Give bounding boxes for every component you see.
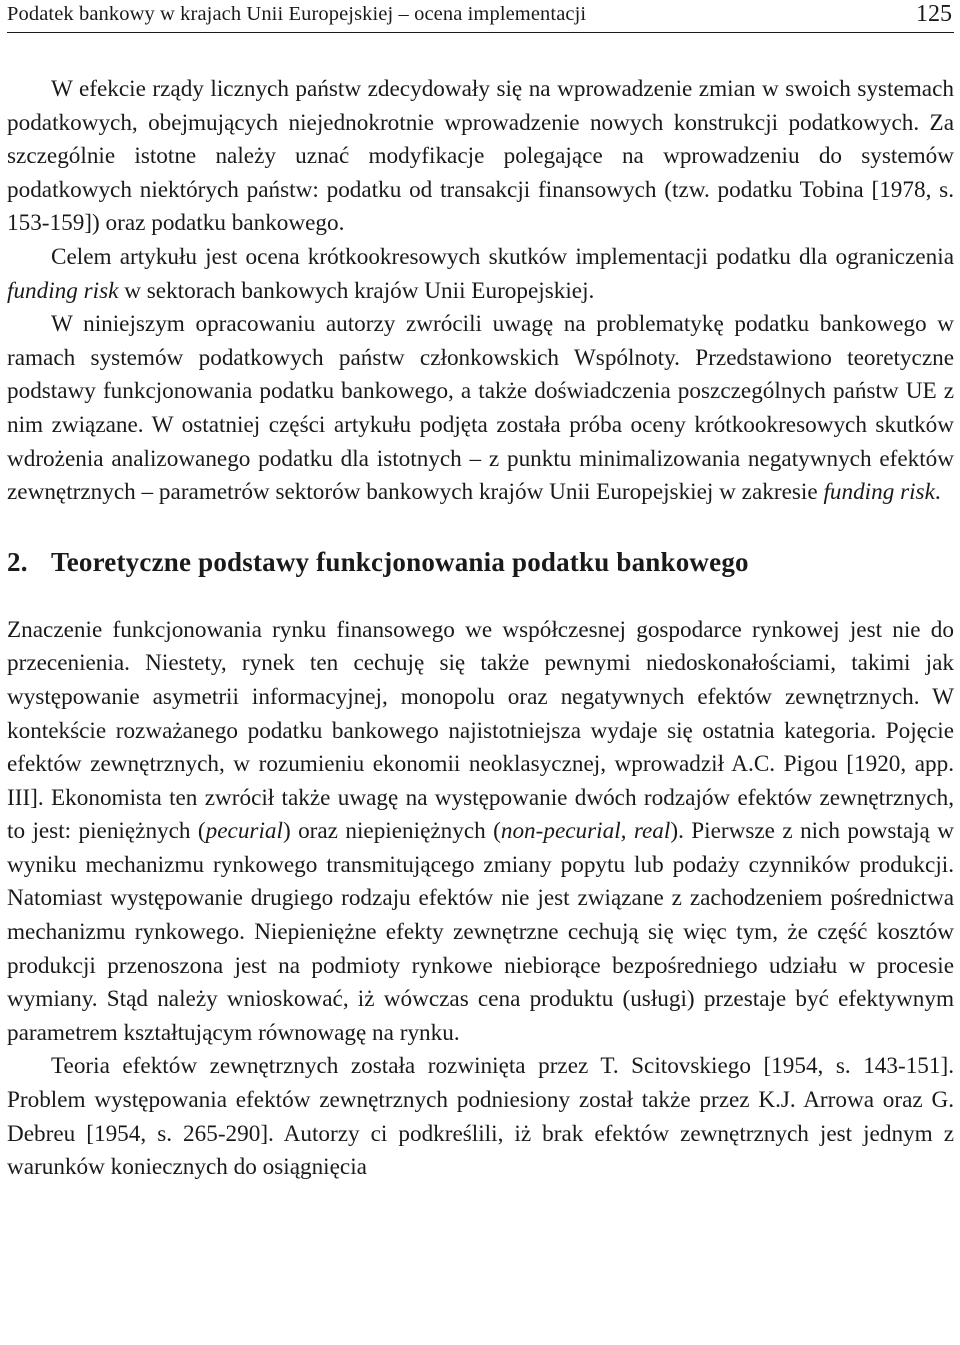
document-page xyxy=(7,0,954,1185)
paragraph-intro-1 xyxy=(7,73,954,241)
paragraph-text: Celem artykułu jest ocena krótkookresowych skutków implementacji podatku dla ograniczenia xyxy=(51,243,954,270)
section-number: 2. xyxy=(7,546,28,577)
paragraph-text: W efekcie rządy licznych państw zdecydowały się na wprowadzenie zmian w swoich systemach podatkowych, obejmujących niejednokrotnie wprowadzenie nowych konstrukcji podatkowych. Za szczególnie istotne należy uznać modyfikacje polegające na wprowadzeniu do systemów podatkowych niektórych państw: podatku od transakcji finansowych (tzw. podatku Tobina [1978, s. 153-159]) oraz podatku bankowego. xyxy=(7,76,954,237)
running-header-title: Podatek bankowy w krajach Unii Europejskiej – ocena implementacji xyxy=(7,3,587,25)
italic-term: non-pecurial, real xyxy=(500,818,671,845)
section-title: Teoretyczne podstawy funkcjonowania podatku bankowego xyxy=(51,546,749,577)
paragraph-intro-2 xyxy=(7,241,954,308)
paragraph-intro-3 xyxy=(7,308,954,510)
paragraph-text: ). Pierwsze z nich powstają w wyniku mechanizmu rynkowego transmitującego zmiany popytu lub podaży czynników produkcji. Natomiast występowanie drugiego rodzaju efektów nie jest związane z zachodzeniem pośrednictwa mechanizmu rynkowego. Niepieniężne efekty zewnętrzne cechują się więc tym, że część kosztów produkcji przenoszona jest na podmioty rynkowe niebiorące bezpośredniego udziału w procesie wymiany. Stąd należy wnioskować, iż wówczas cena produktu (usługi) przestaje być efektywnym parametrem kształtującym równowagę na rynku. xyxy=(7,818,954,1046)
paragraph-text: Teoria efektów zewnętrznych została rozwinięta przez T. Scitovskiego [1954, s. 143-151]. Problem występowania efektów zewnętrznych podniesiony został także przez K.J. Arrowa oraz G. Debreu [1954, s. 265-290]. Autorzy ci podkreślili, iż brak efektów zewnętrznych jest jednym z warunków koniecznych do osiągnięcia xyxy=(7,1053,954,1181)
paragraph-body-2 xyxy=(7,1050,954,1184)
running-header xyxy=(7,0,954,33)
section-heading xyxy=(7,544,954,580)
page-number: 125 xyxy=(916,1,952,27)
paragraph-text: . xyxy=(934,479,941,506)
body-text xyxy=(7,73,954,1185)
paragraph-body-1 xyxy=(7,614,954,1051)
paragraph-text: W niniejszym opracowaniu autorzy zwrócili uwagę na problematykę podatku bankowego w ramach systemów podatkowych państw członkowskich Wspólnoty. Przedstawiono teoretyczne podstawy funkcjonowania podatku bankowego, a także doświadczenia poszczególnych państw UE z nim związane. W ostatniej części artykułu podjęta została próba oceny krótkookresowych skutków wdrożenia analizowanego podatku dla istotnych – z punktu minimalizowania negatywnych efektów zewnętrznych – parametrów sektorów bankowych krajów Unii Europejskiej w zakresie xyxy=(7,311,954,506)
italic-term: funding risk xyxy=(7,277,119,304)
paragraph-text: w sektorach bankowych krajów Unii Europejskiej. xyxy=(118,277,595,304)
paragraph-text: ) oraz niepieniężnych ( xyxy=(282,818,501,845)
paragraph-text: Znaczenie funkcjonowania rynku finansowego we współczesnej gospodarce rynkowej jest nie do przecenienia. Niestety, rynek ten cechuję się także pewnymi niedoskonałościami, takimi jak występowanie asymetrii informacyjnej, monopolu oraz negatywnych efektów zewnętrznych. W kontekście rozważanego podatku bankowego najistotniejsza wydaje się ostatnia kategoria. Pojęcie efektów zewnętrznych, w rozumieniu ekonomii neoklasycznej, wprowadził A.C. Pigou [1920, app. III]. Ekonomista ten zwrócił także uwagę na występowanie dwóch rodzajów efektów zewnętrznych, to jest: pieniężnych ( xyxy=(7,616,954,845)
italic-term: pecurial xyxy=(205,818,283,845)
italic-term: funding risk xyxy=(823,479,935,506)
